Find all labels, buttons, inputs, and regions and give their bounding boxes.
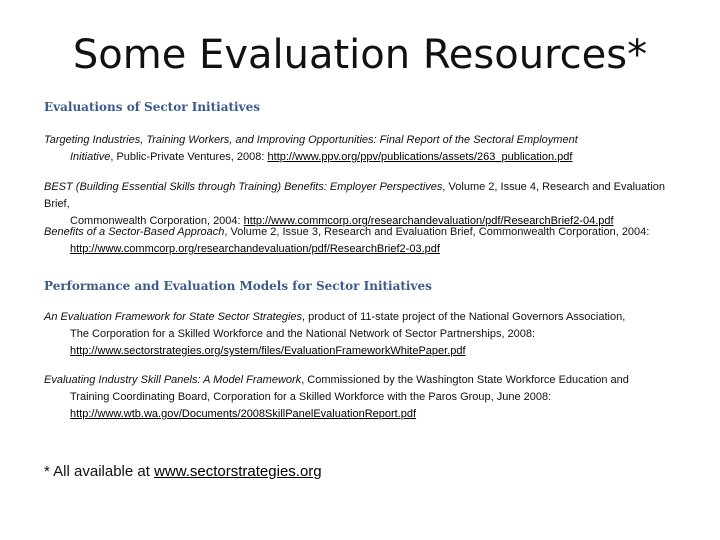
publication-details-cont: Commonwealth Corporation, 2004:	[70, 215, 244, 227]
resource-link-commcorp-2-03[interactable]: http://www.commcorp.org/researchandevaluation/pdf/ResearchBrief2-03.pdf	[70, 243, 440, 255]
publication-details: , Commissioned by the Washington State Workforce Education and	[301, 374, 629, 386]
resource-link-commcorp-2-04[interactable]: http://www.commcorp.org/researchandevaluation/pdf/ResearchBrief2-04.pdf	[243, 215, 614, 227]
resource-link-wtb[interactable]: http://www.wtb.wa.gov/Documents/2008SkillPanelEvaluationReport.pdf	[70, 408, 417, 420]
resource-link-sectorstrategies-framework[interactable]: http://www.sectorstrategies.org/system/files/EvaluationFrameworkWhitePaper.pdf	[70, 345, 466, 357]
resource-entry-wtb	[44, 372, 684, 423]
publication-details: , product of 11-state project of the National Governors Association,	[302, 311, 626, 323]
publication-title: BEST (Building Essential Skills through Training) Benefits: Employer Perspectives	[44, 181, 443, 193]
publication-title: Benefits of a Sector-Based Approach	[44, 226, 225, 238]
publication-title: Targeting Industries, Training Workers, and Improving Opportunities: Final Report of the Sectoral Employment	[44, 134, 578, 146]
publication-title-cont: Initiative	[70, 151, 111, 163]
resource-entry-ppv	[44, 132, 684, 166]
slide-title: Some Evaluation Resources*	[72, 32, 648, 78]
publication-details: , Public-Private Ventures, 2008:	[110, 151, 268, 163]
resource-link-ppv[interactable]: http://www.ppv.org/ppv/publications/assets/263_publication.pdf	[267, 151, 573, 163]
section-heading-evaluations: Evaluations of Sector Initiatives	[44, 100, 260, 114]
publication-details-cont: Training Coordinating Board, Corporation for a Skilled Workforce with the Paros Group, June 2008:	[70, 391, 552, 403]
publication-details: , Volume 2, Issue 3, Research and Evaluation Brief, Commonwealth Corporation, 2004:	[224, 226, 650, 238]
publication-title: An Evaluation Framework for State Sector Strategies	[44, 311, 303, 323]
resource-entry-nga	[44, 309, 684, 360]
footnote-text: * All available at	[44, 463, 155, 480]
footnote-link[interactable]: www.sectorstrategies.org	[154, 463, 322, 480]
section-heading-performance: Performance and Evaluation Models for Sector Initiatives	[44, 279, 432, 293]
publication-details: , Volume 2, Issue 4, Research and Evaluation Brief,	[44, 181, 665, 210]
publication-title: Evaluating Industry Skill Panels: A Model Framework	[44, 374, 302, 386]
footnote	[44, 462, 322, 482]
resource-entry-sector-based	[44, 224, 684, 258]
resource-entry-best	[44, 179, 684, 230]
publication-details-cont: The Corporation for a Skilled Workforce and the National Network of Sector Partnerships, 2008:	[70, 328, 536, 340]
